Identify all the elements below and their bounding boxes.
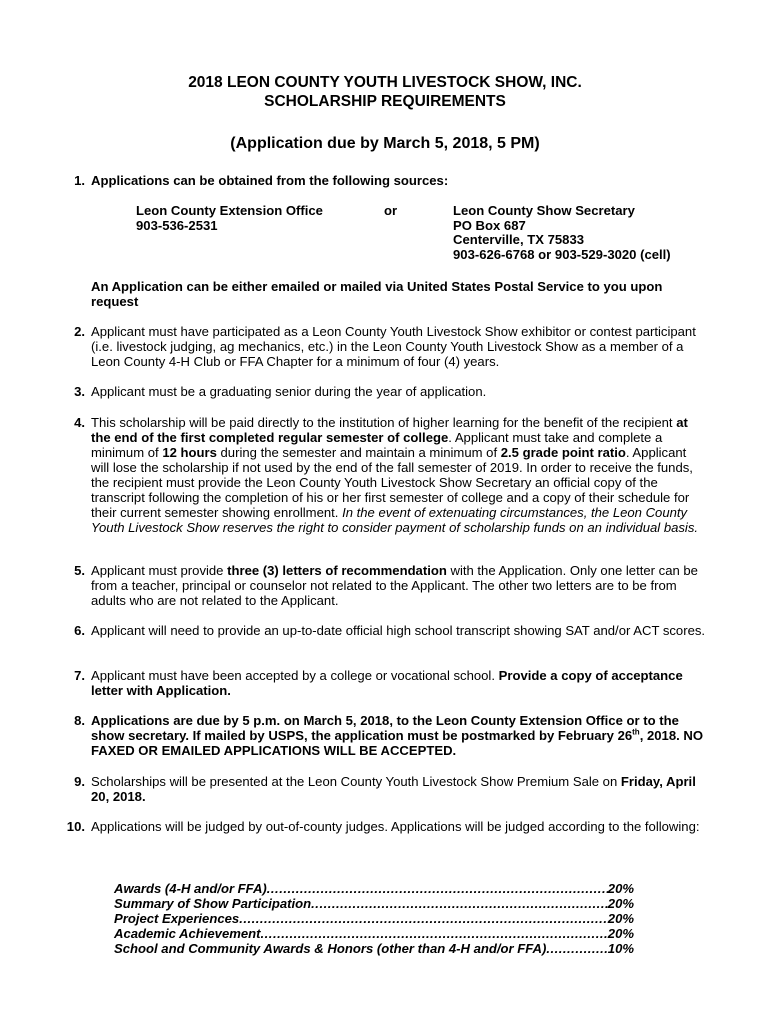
leader-dots xyxy=(239,911,608,926)
leader-dots xyxy=(261,926,608,941)
contact-phones: 903-626-6768 or 903-529-3020 (cell) xyxy=(453,246,671,262)
text-run: with the Application. Only one letter can be from a teacher, principal or counselor not related to the Applicant. The other two letters are to be from adults who are not related to the Applicant. xyxy=(91,563,698,608)
judging-criteria-list xyxy=(114,881,634,956)
item-text: Applicant must be a graduating senior during the year of application. xyxy=(91,384,487,399)
criteria-weight: 20% xyxy=(607,926,634,941)
bold-run: Friday, April 20, 2018. xyxy=(91,774,696,804)
item-number: 1. xyxy=(74,173,85,188)
title-line-1: 2018 LEON COUNTY YOUTH LIVESTOCK SHOW, INC. xyxy=(188,74,582,91)
item-number: 8. xyxy=(74,713,85,728)
bold-run: 12 hours xyxy=(162,445,217,460)
text-run: during the semester and maintain a minimum of xyxy=(216,445,501,460)
item-number: 3. xyxy=(74,384,85,399)
criteria-weight: 10% xyxy=(607,941,634,956)
superscript: th xyxy=(632,727,640,737)
criteria-label: School and Community Awards & Honors (other than 4-H and/or FFA) xyxy=(114,941,547,956)
item-text: Applications will be judged by out-of-county judges. Applications will be judged according to the following: xyxy=(91,819,700,834)
contact-box: PO Box 687 xyxy=(453,217,526,233)
text-run: . Applicant will lose the scholarship if not used by the end of the fall semester of 2019. In order to receive the funds, the recipient must provide the Leon County Youth Livestock Show Secretary an official copy of the transcript following the completion of his or her first semester of college and a copy of their schedule for their current semester showing enrollment. xyxy=(91,445,693,520)
bold-run: at the end of the first completed regular semester of college xyxy=(91,415,688,445)
text-run: Applicant must have been accepted by a college or vocational school. xyxy=(91,668,499,683)
item-text xyxy=(91,668,706,698)
text-run: Applicant must provide xyxy=(91,563,228,578)
bold-run: Provide a copy of acceptance letter with Application. xyxy=(91,668,683,698)
text-run: . Applicant must take and complete a minimum of xyxy=(91,430,663,460)
leader-dots xyxy=(311,896,608,911)
text-run: Scholarships will be presented at the Leon County Youth Livestock Show Premium Sale on xyxy=(91,774,621,789)
criteria-weight: 20% xyxy=(607,881,634,896)
leader-dots xyxy=(267,881,608,896)
criteria-row xyxy=(114,881,634,896)
criteria-label: Awards (4-H and/or FFA) xyxy=(114,881,267,896)
criteria-label: Project Experiences xyxy=(114,911,240,926)
item-number: 7. xyxy=(74,668,85,683)
item-text: Applications can be obtained from the following sources: xyxy=(91,173,449,188)
criteria-weight: 20% xyxy=(607,911,634,926)
item-text xyxy=(91,713,706,758)
leader-dots xyxy=(546,941,607,956)
bold-run: Applications are due by 5 p.m. on March 5, 2018, to the Leon County Extension Office or to the show secretary. If mailed by USPS, the application must be postmarked by February 26 xyxy=(91,713,679,743)
criteria-weight: 20% xyxy=(607,896,634,911)
show-secretary-contact xyxy=(453,204,671,262)
item-number: 6. xyxy=(74,623,85,638)
bold-run: 2.5 grade point ratio xyxy=(500,445,626,460)
item-number: 2. xyxy=(74,324,85,339)
criteria-label: Summary of Show Participation xyxy=(114,896,312,911)
due-date-note: (Application due by March 5, 2018, 5 PM) xyxy=(230,135,540,152)
criteria-row xyxy=(114,941,634,956)
text-run: This scholarship will be paid directly to the institution of higher learning for the benefit of the recipient xyxy=(91,415,677,430)
title-line-2: SCHOLARSHIP REQUIREMENTS xyxy=(264,93,506,110)
criteria-label: Academic Achievement xyxy=(114,926,261,941)
criteria-row xyxy=(114,926,634,941)
bold-run: three (3) letters of recommendation xyxy=(227,563,447,578)
item-text xyxy=(91,774,706,804)
contact-city: Centerville, TX 75833 xyxy=(453,232,585,247)
criteria-row xyxy=(114,911,634,926)
document-title xyxy=(0,73,770,111)
item-text: Applicant must have participated as a Leon County Youth Livestock Show exhibitor or contest participant (i.e. livestock judging, ag mechanics, etc.) in the Leon County Youth Livestock Show as a member of a Leon County 4-H Club or FFA Chapter for a minimum of four (4) years. xyxy=(91,324,696,369)
extension-office-contact xyxy=(136,204,323,233)
item-text xyxy=(91,563,706,608)
application-delivery-note: An Application can be either emailed or mailed via United States Postal Service to you upon request xyxy=(91,279,663,309)
item-text xyxy=(91,415,706,535)
item-number: 10. xyxy=(66,819,85,834)
item-text: Applicant will need to provide an up-to-date official high school transcript showing SAT and/or ACT scores. xyxy=(91,623,706,638)
item-number: 5. xyxy=(74,563,85,578)
contact-name: Leon County Show Secretary xyxy=(453,203,635,218)
criteria-row xyxy=(114,896,634,911)
item-number: 9. xyxy=(74,774,85,789)
contact-name: Leon County Extension Office xyxy=(136,203,323,218)
bold-run: , 2018. NO FAXED OR EMAILED APPLICATIONS WILL BE ACCEPTED. xyxy=(91,728,704,758)
italic-run: In the event of extenuating circumstances, the Leon County Youth Livestock Show reserves the right to consider payment of scholarship funds on an individual basis. xyxy=(91,505,699,535)
or-separator: or xyxy=(384,203,398,218)
contact-phone: 903-536-2531 xyxy=(136,217,218,233)
item-number: 4. xyxy=(74,415,85,430)
